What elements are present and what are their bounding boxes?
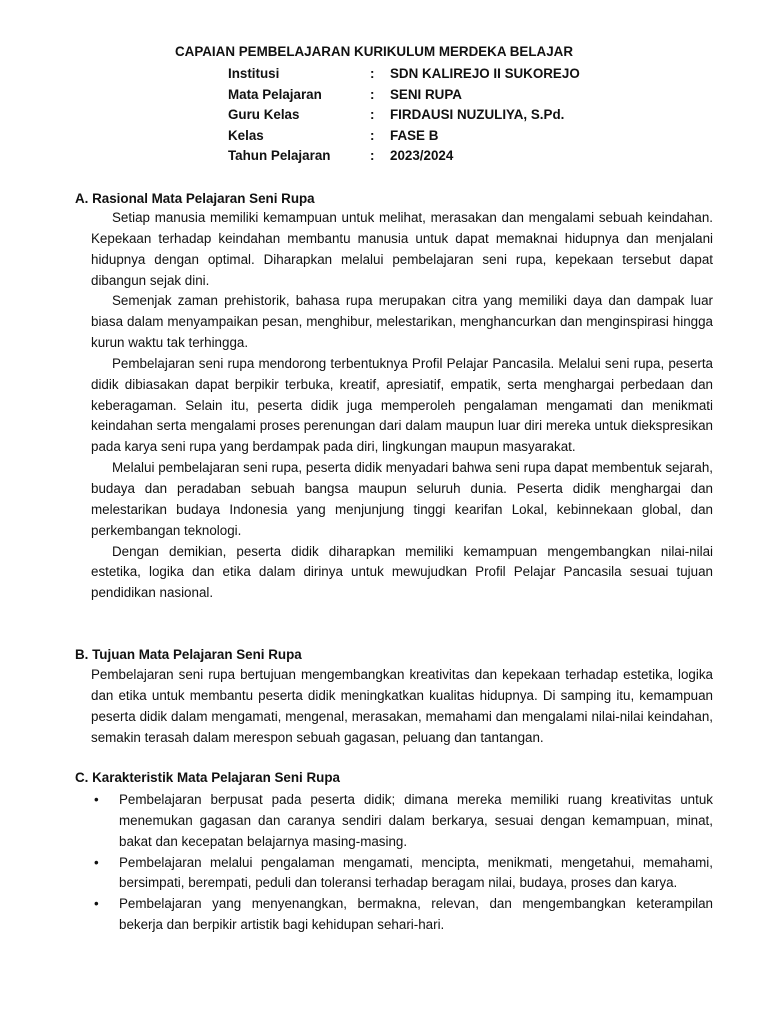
list-item	[91, 894, 713, 936]
info-label: Institusi	[228, 66, 280, 81]
section-a-body	[91, 208, 713, 604]
section-a-paragraph: Dengan demikian, peserta didik diharapkan memiliki kemampuan mengembangkan nilai-nilai estetika, logika dan etika dalam dirinya untuk mewujudkan Profil Pelajar Pancasila sesuai tujuan pendidikan nasional.	[91, 543, 713, 601]
info-row-institusi	[228, 66, 580, 87]
section-a-paragraph: Semenjak zaman prehistorik, bahasa rupa merupakan citra yang memiliki daya dan dampak luar biasa dalam menyampaikan pesan, menghibur, melestarikan, menghancurkan dan menginspirasi hingga kurun waktu tak terhingga.	[91, 293, 713, 351]
info-label: Mata Pelajaran	[228, 86, 322, 102]
info-row-kelas	[228, 128, 580, 149]
section-a-paragraph: Pembelajaran seni rupa mendorong terbentuknya Profil Pelajar Pancasila. Melalui seni rupa, peserta didik dibiasakan dapat berpikir terbuka, kreatif, apresiatif, empatik, serta menghargai perbedaan dan keberagaman. Selain itu, peserta didik juga memperoleh pengalaman mengamati dan menikmati keindahan serta mengalami proses perenungan dari dalam maupun luar diri mereka untuk diekspresikan pada karya seni rupa yang berdampak pada diri, lingkungan maupun masyarakat.	[91, 355, 713, 455]
list-item	[91, 853, 713, 895]
section-b-body	[91, 665, 713, 748]
list-item-text: Pembelajaran yang menyenangkan, bermakna, relevan, dan mengembangkan keterampilan bekerja dan berpikir artistik bagi kehidupan sehari-hari.	[119, 896, 713, 933]
info-value: SENI RUPA	[390, 86, 462, 102]
info-colon: :	[370, 107, 375, 123]
info-value: FIRDAUSI NUZULIYA, S.Pd.	[390, 107, 565, 123]
section-b-paragraph: Pembelajaran seni rupa bertujuan mengembangkan kreativitas dan kepekaan terhadap estetika, logika dan etika untuk membantu peserta didik meningkatkan kualitas hidupnya. Di samping itu, kemampuan peserta didik dalam mengamati, mengenal, merasakan, memahami dan mengalami nilai-nilai keindahan, semakin terasah dalam merespon sebuah gagasan, peluang dan tantangan.	[91, 667, 713, 745]
info-value: 2023/2024	[390, 148, 454, 164]
section-c-list	[91, 790, 713, 936]
document-title: CAPAIAN PEMBELAJARAN KURIKULUM MERDEKA BELAJAR	[174, 44, 573, 59]
section-a-paragraph: Melalui pembelajaran seni rupa, peserta didik menyadari bahwa seni rupa dapat membentuk sejarah, budaya dan peradaban sebuah bangsa maupun seluruh dunia. Peserta didik menghargai dan melestarikan budaya Indonesia yang menjunjung tinggi kearifan Lokal, kebinnekaan global, dan perkembangan teknologi.	[91, 460, 713, 538]
section-a-paragraph: Setiap manusia memiliki kemampuan untuk melihat, merasakan dan mengalami sebuah keindahan. Kepekaan terhadap keindahan membantu manusia untuk dapat memaknai hidupnya dan menjalani hidupnya dengan optimal. Diharapkan melalui pembelajaran seni rupa, kepekaan tersebut dapat dibangun sejak dini.	[91, 210, 713, 288]
info-colon: :	[370, 148, 375, 164]
info-row-tahun-pelajaran	[228, 148, 580, 169]
info-label: Kelas	[228, 127, 264, 143]
section-b-heading: B. Tujuan Mata Pelajaran Seni Rupa	[75, 647, 302, 662]
list-item-text: Pembelajaran berpusat pada peserta didik; dimana mereka memiliki ruang kreativitas untuk menemukan gagasan dan caranya sendiri dalam berkarya, sesuai dengan kemampuan, minat, bakat dan kecepatan belajarnya masing-masing.	[119, 792, 713, 849]
info-row-mata-pelajaran	[228, 87, 580, 108]
info-label: Tahun Pelajaran	[228, 148, 331, 164]
info-colon: :	[370, 86, 375, 102]
info-colon: :	[370, 127, 375, 143]
bullet-icon: •	[94, 854, 99, 870]
info-colon: :	[370, 66, 375, 81]
list-item-text: Pembelajaran melalui pengalaman mengamati, mencipta, menikmati, mengetahui, memahami, bersimpati, berempati, peduli dan toleransi terhadap beragam nilai, budaya, proses dan karya.	[119, 854, 713, 891]
bullet-icon: •	[94, 792, 99, 807]
section-c-heading: C. Karakteristik Mata Pelajaran Seni Rupa	[75, 770, 340, 785]
info-label: Guru Kelas	[228, 107, 300, 123]
info-table	[228, 66, 580, 169]
info-value: FASE B	[390, 127, 439, 143]
section-a-heading: A. Rasional Mata Pelajaran Seni Rupa	[75, 191, 315, 206]
list-item	[91, 790, 713, 853]
info-value: SDN KALIREJO II SUKOREJO	[390, 66, 580, 81]
info-row-guru-kelas	[228, 107, 580, 128]
bullet-icon: •	[94, 896, 99, 912]
